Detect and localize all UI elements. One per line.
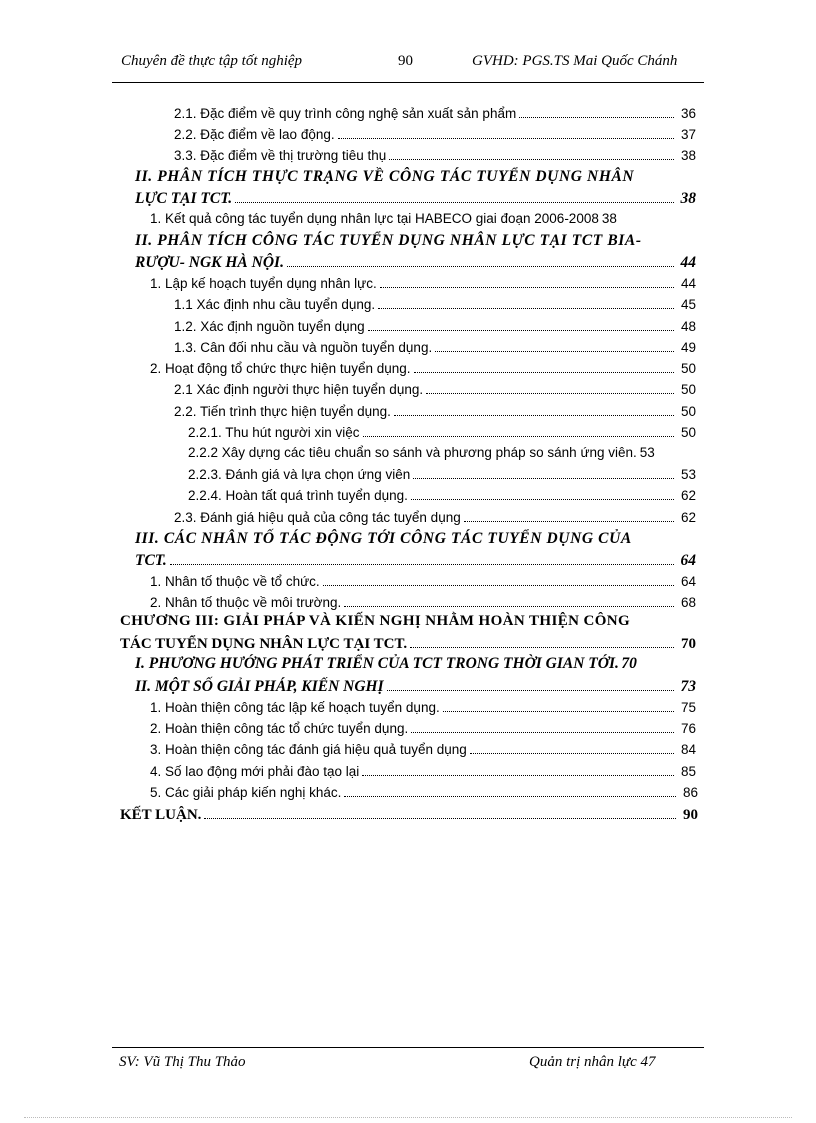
toc-entry[interactable] <box>120 634 696 653</box>
header-advisor: GVHD: PGS.TS Mai Quốc Chánh <box>472 53 678 69</box>
toc-entry[interactable] <box>150 719 696 738</box>
toc-leader <box>394 402 674 416</box>
toc-leader <box>170 551 674 565</box>
toc-leader <box>389 146 674 160</box>
toc-entry-page: 53 <box>680 467 696 482</box>
toc-entry-page: 62 <box>680 488 696 503</box>
toc-entry[interactable] <box>174 380 696 399</box>
toc-entry-text: KẾT LUẬN. <box>120 807 202 823</box>
toc-entry[interactable] <box>188 486 696 505</box>
toc-entry-page: 50 <box>680 425 696 440</box>
toc-entry-page: 68 <box>680 595 696 610</box>
toc-entry-text: 2.2. Đặc điểm về lao động. <box>174 127 335 142</box>
toc-entry-text: RƯỢU- NGK HÀ NỘI. <box>135 254 284 271</box>
toc-entry[interactable] <box>150 359 696 378</box>
toc-entry-page: 85 <box>680 764 696 779</box>
toc-entry-text: TCT. <box>135 552 167 569</box>
toc-entry[interactable] <box>135 253 696 272</box>
toc-entry[interactable] <box>150 783 698 802</box>
footer-student: SV: Vũ Thị Thu Thảo <box>119 1054 246 1070</box>
toc-entry[interactable] <box>120 805 698 824</box>
toc-entry[interactable] <box>174 508 696 527</box>
toc-leader <box>470 740 674 754</box>
toc-entry[interactable] <box>135 655 698 673</box>
toc-entry-page: 48 <box>680 319 696 334</box>
toc-entry-text: 2.2. Tiến trình thực hiện tuyển dụng. <box>174 404 391 419</box>
toc-entry[interactable] <box>174 146 696 165</box>
toc-entry[interactable] <box>174 338 696 357</box>
toc-leader <box>204 805 676 819</box>
toc-entry-text: 2.2.3. Đánh giá và lựa chọn ứng viên <box>188 467 411 482</box>
toc-leader <box>519 104 674 118</box>
toc-entry-text: I. PHƯƠNG HƯỚNG PHÁT TRIỂN CỦA TCT TRONG THỜI GIAN TỚI. <box>135 655 619 672</box>
toc-entry[interactable] <box>188 465 696 484</box>
toc-entry-text: 1. Hoàn thiện công tác lập kế hoạch tuyển dụng. <box>150 700 440 715</box>
toc-entry-page: 38 <box>680 148 696 163</box>
footer-class: Quản trị nhân lực 47 <box>529 1054 656 1070</box>
toc-entry-text: 3. Hoàn thiện công tác đánh giá hiệu quả tuyển dụng <box>150 742 467 757</box>
toc-entry[interactable] <box>174 317 696 336</box>
toc-entry-text: LỰC TẠI TCT. <box>135 190 233 207</box>
toc-entry[interactable] <box>150 593 696 612</box>
toc-chapter-heading-line1[interactable]: CHƯƠNG III: GIẢI PHÁP VÀ KIẾN NGHỊ NHẰM HOÀN THIỆN CÔNG <box>120 613 631 629</box>
toc-entry[interactable] <box>188 444 698 462</box>
toc-entry-page: 38 <box>680 190 696 207</box>
toc-entry-page: 75 <box>680 700 696 715</box>
toc-leader <box>380 274 674 288</box>
toc-entry[interactable] <box>135 677 696 696</box>
toc-entry-page: 50 <box>680 361 696 376</box>
toc-entry-page: 45 <box>680 297 696 312</box>
toc-entry[interactable] <box>174 104 696 123</box>
toc-leader <box>344 783 676 797</box>
toc-entry-text: 1. Nhân tố thuộc về tổ chức. <box>150 574 320 589</box>
toc-entry-page: 38 <box>601 211 617 226</box>
toc-entry[interactable] <box>174 402 696 421</box>
toc-entry-text: 2.2.1. Thu hút người xin việc <box>188 425 360 440</box>
toc-entry-text: 2.2.4. Hoàn tất quá trình tuyển dụng. <box>188 488 408 503</box>
toc-entry-page: 86 <box>682 785 698 800</box>
toc-entry-text: 2. Hoàn thiện công tác tổ chức tuyển dụng. <box>150 721 409 736</box>
toc-entry-text: 1.3. Cân đối nhu cầu và nguồn tuyển dụng. <box>174 340 433 355</box>
toc-entry-text: TÁC TUYỂN DỤNG NHÂN LỰC TẠI TCT. <box>120 636 408 652</box>
toc-leader <box>411 719 674 733</box>
toc-section-heading-line1[interactable]: III. CÁC NHÂN TỐ TÁC ĐỘNG TỚI CÔNG TÁC TUYỂN DỤNG CỦA <box>135 530 632 547</box>
toc-entry-page: 73 <box>680 678 696 695</box>
toc-leader <box>387 677 674 691</box>
toc-entry[interactable] <box>174 295 696 314</box>
toc-entry[interactable] <box>150 572 696 591</box>
toc-entry-text: 2.1. Đặc điểm về quy trình công nghệ sản xuất sản phẩm <box>174 106 517 121</box>
toc-entry-page: 36 <box>680 106 696 121</box>
toc-leader <box>414 359 675 373</box>
toc-entry[interactable] <box>150 698 696 717</box>
toc-entry-text: 1. Lập kế hoạch tuyển dụng nhân lực. <box>150 276 377 291</box>
toc-entry-text: 2.2.2 Xây dựng các tiêu chuẩn so sánh và phương pháp so sánh ứng viên. <box>188 445 637 460</box>
toc-entry-page: 64 <box>680 552 696 569</box>
page-number: 90 <box>398 53 413 69</box>
toc-entry[interactable] <box>174 125 696 144</box>
header-title: Chuyên đề thực tập tốt nghiệp <box>121 53 303 69</box>
toc-entry-page: 84 <box>680 742 696 757</box>
toc-entry-text: 1.1 Xác định nhu cầu tuyển dụng. <box>174 297 376 312</box>
toc-entry[interactable] <box>150 762 696 781</box>
toc-entry-text: 5. Các giải pháp kiến nghị khác. <box>150 785 342 800</box>
toc-entry-page: 70 <box>621 655 637 672</box>
toc-entry-page: 44 <box>680 254 696 271</box>
toc-leader <box>435 338 674 352</box>
toc-entry-page: 70 <box>681 636 696 652</box>
toc-leader <box>344 593 674 607</box>
footer-rule <box>112 1047 704 1048</box>
toc-entry[interactable] <box>150 210 698 228</box>
toc-entry-text: 2. Nhân tố thuộc về môi trường. <box>150 595 342 610</box>
toc-leader <box>287 253 674 267</box>
toc-leader <box>368 317 674 331</box>
toc-leader <box>411 486 674 500</box>
toc-leader <box>362 762 674 776</box>
toc-entry-text: 2.3. Đánh giá hiệu quả của công tác tuyển dụng <box>174 510 461 525</box>
toc-leader <box>410 634 674 648</box>
toc-leader <box>426 380 674 394</box>
toc-entry-page: 90 <box>683 807 698 823</box>
toc-entry-text: 2. Hoạt động tổ chức thực hiện tuyển dụng. <box>150 361 411 376</box>
toc-entry-text: 2.1 Xác định người thực hiện tuyển dụng. <box>174 382 424 397</box>
toc-leader <box>323 572 674 586</box>
toc-entry-page: 49 <box>680 340 696 355</box>
toc-entry-text: II. MỘT SỐ GIẢI PHÁP, KIẾN NGHỊ <box>135 678 384 695</box>
toc-leader <box>235 189 674 203</box>
toc-leader <box>443 698 674 712</box>
toc-entry-page: 50 <box>680 382 696 397</box>
toc-section-heading-line1[interactable]: II. PHÂN TÍCH CÔNG TÁC TUYỂN DỤNG NHÂN LỰC TẠI TCT BIA- <box>135 232 642 249</box>
toc-entry-page: 53 <box>639 445 655 460</box>
toc-entry-page: 62 <box>680 510 696 525</box>
toc-leader <box>378 295 674 309</box>
toc-entry-page: 37 <box>680 127 696 142</box>
toc-leader <box>338 125 674 139</box>
toc-entry-text: 1.2. Xác định nguồn tuyển dụng <box>174 319 365 334</box>
toc-leader <box>413 465 674 479</box>
toc-leader <box>464 508 674 522</box>
page-break-line <box>24 1117 792 1118</box>
toc-entry-page: 64 <box>680 574 696 589</box>
toc-section-heading-line1[interactable]: II. PHÂN TÍCH THỰC TRẠNG VỀ CÔNG TÁC TUYỂN DỤNG NHÂN <box>135 168 635 185</box>
toc-entry[interactable] <box>150 274 696 293</box>
toc-entry-text: 3.3. Đặc điểm về thị trường tiêu thụ <box>174 148 387 163</box>
toc-entry[interactable] <box>150 740 696 759</box>
toc-entry[interactable] <box>135 551 696 570</box>
toc-entry-text: 4. Số lao động mới phải đào tạo lại <box>150 764 360 779</box>
toc-leader <box>363 423 675 437</box>
toc-entry[interactable] <box>188 423 696 442</box>
toc-entry-page: 76 <box>680 721 696 736</box>
toc-entry-page: 50 <box>680 404 696 419</box>
toc-entry-text: 1. Kết quả công tác tuyển dụng nhân lực tại HABECO giai đoạn 2006-2008 <box>150 211 599 226</box>
toc-entry-page: 44 <box>680 276 696 291</box>
toc-entry[interactable] <box>135 189 696 208</box>
